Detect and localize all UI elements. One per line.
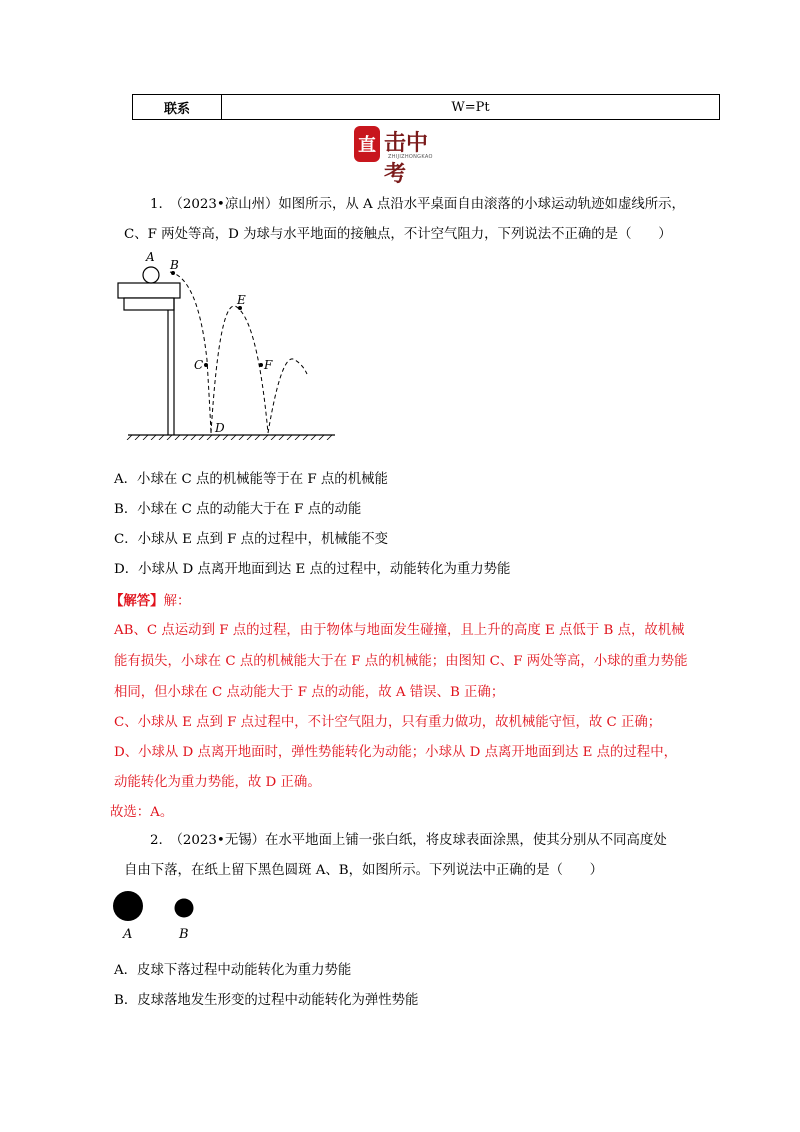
trajectory-arc-3 — [268, 359, 307, 433]
label-d: D — [215, 421, 225, 435]
q1-answer-line-6: 动能转化为重力势能，故 D 正确。 — [114, 775, 321, 790]
ground-hatch — [127, 435, 332, 440]
q2-spots-figure — [108, 884, 208, 944]
spot-a-label: A — [123, 927, 133, 942]
logo-subtitle: ZHIJIZHONGKAO — [388, 154, 433, 160]
ball — [143, 267, 159, 283]
point-f-marker — [259, 363, 263, 367]
answer-header-label: 【解答】 — [110, 593, 164, 609]
spot-b — [175, 899, 194, 918]
answer-header-suffix: 解： — [163, 594, 191, 609]
q1-choice: 故选：A。 — [110, 805, 174, 820]
label-a: A — [146, 250, 155, 264]
label-f: F — [264, 358, 273, 372]
brand-logo — [352, 124, 446, 187]
label-c: C — [194, 358, 204, 372]
spot-b-label: B — [179, 927, 189, 942]
logo-name: 击中考 — [384, 130, 429, 187]
table-value-cell: W=Pt — [451, 99, 490, 115]
q1-option-b: B．小球在 C 点的动能大于在 F 点的动能 — [114, 502, 362, 517]
q1-option-c: C．小球从 E 点到 F 点的过程中，机械能不变 — [114, 532, 388, 547]
spot-a — [113, 891, 143, 921]
table-label-cell: 联系 — [133, 95, 222, 119]
q1-stem-line-1: 1. （2023•凉山州）如图所示，从 A 点沿水平桌面自由滚落的小球运动轨迹如虚线所示， — [150, 197, 685, 212]
q1-option-d: D．小球从 D 点离开地面到达 E 点的过程中，动能转化为重力势能 — [114, 562, 511, 577]
q1-answer-header — [110, 592, 190, 611]
q1-option-a: A．小球在 C 点的机械能等于在 F 点的机械能 — [114, 472, 388, 487]
q2-option-b: B．皮球落地发生形变的过程中动能转化为弹性势能 — [114, 993, 419, 1008]
logo-badge: 直 — [354, 126, 380, 162]
q2-option-a: A．皮球下落过程中动能转化为重力势能 — [114, 963, 352, 978]
label-b: B — [170, 258, 179, 272]
q1-trajectory-figure — [110, 250, 350, 440]
q1-answer-line-2: 能有损失，小球在 C 点的机械能大于在 F 点的机械能；由图知 C、F 两处等高，小球的重力势能 — [114, 654, 688, 669]
q1-answer-line-4: C、小球从 E 点到 F 点过程中，不计空气阻力，只有重力做功，故机械能守恒，故 C 正确； — [114, 715, 662, 730]
q2-stem-line-1: 2. （2023•无锡）在水平地面上铺一张白纸，将皮球表面涂黑，使其分别从不同高度处 — [150, 833, 667, 848]
q1-answer-line-3: 相同，但小球在 C 点动能大于 F 点的动能，故 A 错误、B 正确； — [114, 685, 505, 700]
q1-answer-line-1: AB、C 点运动到 F 点的过程，由于物体与地面发生碰撞，且上升的高度 E 点低于 B 点，故机械 — [114, 623, 685, 638]
trajectory-arc-2 — [211, 306, 268, 433]
table-top — [118, 283, 180, 298]
point-c-marker — [204, 363, 208, 367]
label-e: E — [237, 293, 246, 307]
summary-table-row — [132, 94, 720, 120]
q1-answer-line-5: D、小球从 D 点离开地面时，弹性势能转化为动能；小球从 D 点离开地面到达 E 点的过程中， — [114, 745, 677, 760]
q1-stem-line-2: C、F 两处等高，D 为球与水平地面的接触点，不计空气阻力，下列说法不正确的是（ ） — [124, 227, 672, 242]
table-drawer — [124, 298, 174, 310]
q2-stem-line-2: 自由下落，在纸上留下黑色圆斑 A、B，如图所示。下列说法中正确的是（ ） — [124, 863, 604, 878]
